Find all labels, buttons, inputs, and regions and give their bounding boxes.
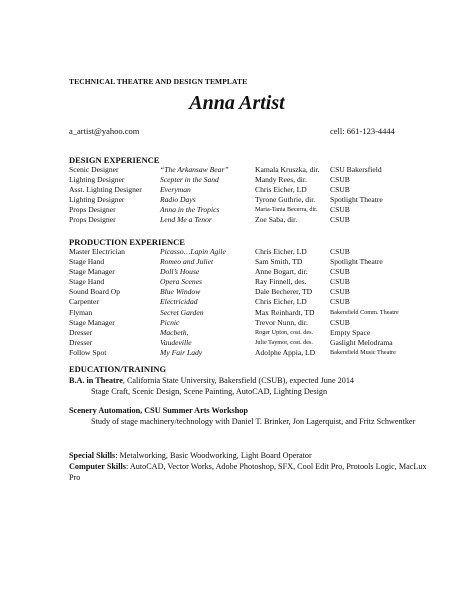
credit-production: “The Arkansaw Bear” [160,165,229,174]
credit-role: Dresser [69,337,93,347]
credit-venue: Bakersfield Comm. Theatre [330,308,399,316]
credit-role: Stage Manager [69,317,115,327]
workshop-title: Scenery Automation, CSU Summer Arts Workshop [69,406,248,415]
credit-production: Secret Garden [160,307,204,317]
credit-production: Picasso…Lapin Agile [160,247,226,256]
credit-venue: CSUB [330,277,350,287]
email-address: a_artist@yahoo.com [69,126,140,136]
credit-supervisor: Tyrone Guthrie, dir. [255,195,316,205]
credit-production: Electricidad [160,297,198,307]
credit-role: Props Designer [69,205,116,215]
credit-production: Scepter in the Sand [160,175,219,185]
credit-venue: CSUB [330,297,350,307]
credit-supervisor: Adolphe Appia, LD [255,347,316,357]
credit-supervisor: Maria-Tania Becerra, dir. [255,206,318,214]
credit-role: Asst. Lighting Designer [69,185,142,195]
credit-venue: CSUB [330,205,350,215]
computer-skills-label: Computer Skills [69,462,126,471]
credit-venue: Spotlight Theatre [330,195,383,205]
credit-venue: CSUB [330,247,350,256]
credit-role: Lighting Designer [69,195,125,205]
credit-role: Stage Hand [69,277,105,287]
credit-venue: Gaslight Melodrama [330,337,393,347]
credit-production: Romeo and Juliet [160,257,214,267]
credit-venue: Empty Space [330,327,371,337]
credit-venue: CSUB [330,215,350,225]
credit-supervisor: Chris Eicher, LD [255,247,307,256]
skills-entry [69,450,429,483]
credit-production: Doll’s House [160,267,200,277]
credit-role: Flyman [69,307,93,317]
credit-supervisor: Max Reinhardt, TD [255,307,315,317]
design-experience-heading: DESIGN EXPERIENCE [69,155,160,165]
credit-role: Stage Manager [69,267,115,277]
phone-number: cell: 661-123-4444 [330,126,395,136]
credit-role: Props Designer [69,215,116,225]
credit-venue: Bakersfield Music Theatre [330,348,396,356]
credit-production: Lend Me a Tenor [160,215,212,225]
credit-venue: CSU Bakersfield [330,165,382,174]
special-skills-text: : Metalworking, Basic Woodworking, Light Board Operator [115,451,312,460]
resume-name: Anna Artist [189,92,285,114]
degree-entry [69,375,429,397]
special-skills-label: Special Skills [69,451,116,460]
credit-supervisor: Kamala Kruszka, dir. [255,165,320,174]
credit-production: Macbeth, [160,327,189,337]
credit-supervisor: Ray Finnell, des. [255,277,307,287]
credit-production: Radio Days [160,195,196,205]
credit-supervisor: Sam Smith, TD [255,257,303,267]
credit-role: Carpenter [69,297,99,307]
credit-supervisor: Anne Bogart, dir. [255,267,308,277]
credit-role: Stage Hand [69,257,105,267]
credit-production: Anna in the Tropics [160,205,220,215]
credit-role: Follow Spot [69,347,107,357]
computer-skills-text: : AutoCAD, Vector Works, Adobe Photoshop, SFX, Cool Edit Pro, Protools Logic, MacLux Pro [69,462,427,482]
degree-title: B.A. in Theatre [69,376,123,385]
credit-supervisor: Julie Taymor, cost. des. [255,338,313,346]
credit-production: Blue Window [160,287,201,297]
degree-detail: Stage Craft, Scenic Design, Scene Painting, AutoCAD, Lighting Design [91,387,328,396]
credit-supervisor: Dale Becherer, TD [255,287,313,297]
credit-supervisor: Trevor Nunn, dir. [255,317,308,327]
credit-role: Scenic Designer [69,165,119,174]
credit-production: Opera Scenes [160,277,202,287]
credit-venue: CSUB [330,287,350,297]
credit-production: Picnic [160,317,180,327]
credit-role: Sound Board Op [69,287,121,297]
credit-supervisor: Chris Eicher, LD [255,185,307,195]
computer-skills-line [69,461,429,483]
credit-supervisor: Zoe Saba, dir. [255,215,298,225]
credit-venue: Spotlight Theatre [330,257,383,267]
credit-supervisor: Roger Upton, cost. des. [255,328,314,336]
degree-institution: , California State University, Bakersfield (CSUB), expected June 2014 [122,376,355,385]
credit-venue: CSUB [330,317,350,327]
credit-supervisor: Chris Eicher, LD [255,297,307,307]
education-heading: EDUCATION/TRAINING [69,364,167,374]
credit-role: Lighting Designer [69,175,125,185]
credit-production: My Fair Lady [160,347,203,357]
credit-venue: CSUB [330,267,350,277]
special-skills-line [69,450,429,461]
workshop-entry [69,405,429,427]
credit-venue: CSUB [330,185,350,195]
credit-supervisor: Mandy Rees, dir. [255,175,307,185]
degree-line [69,375,429,386]
production-experience-heading: PRODUCTION EXPERIENCE [69,237,185,247]
credit-role: Master Electrician [69,247,125,256]
workshop-detail: Study of stage machinery/technology with Daniel T. Brinker, Jon Lagerquist, and Fritz Schwentker [91,417,416,426]
credit-venue: CSUB [330,175,350,185]
template-title: TECHNICAL THEATRE AND DESIGN TEMPLATE [69,77,248,86]
credit-production: Vaudeville [160,337,192,347]
credit-role: Dresser [69,327,93,337]
credit-production: Everyman [160,185,191,195]
